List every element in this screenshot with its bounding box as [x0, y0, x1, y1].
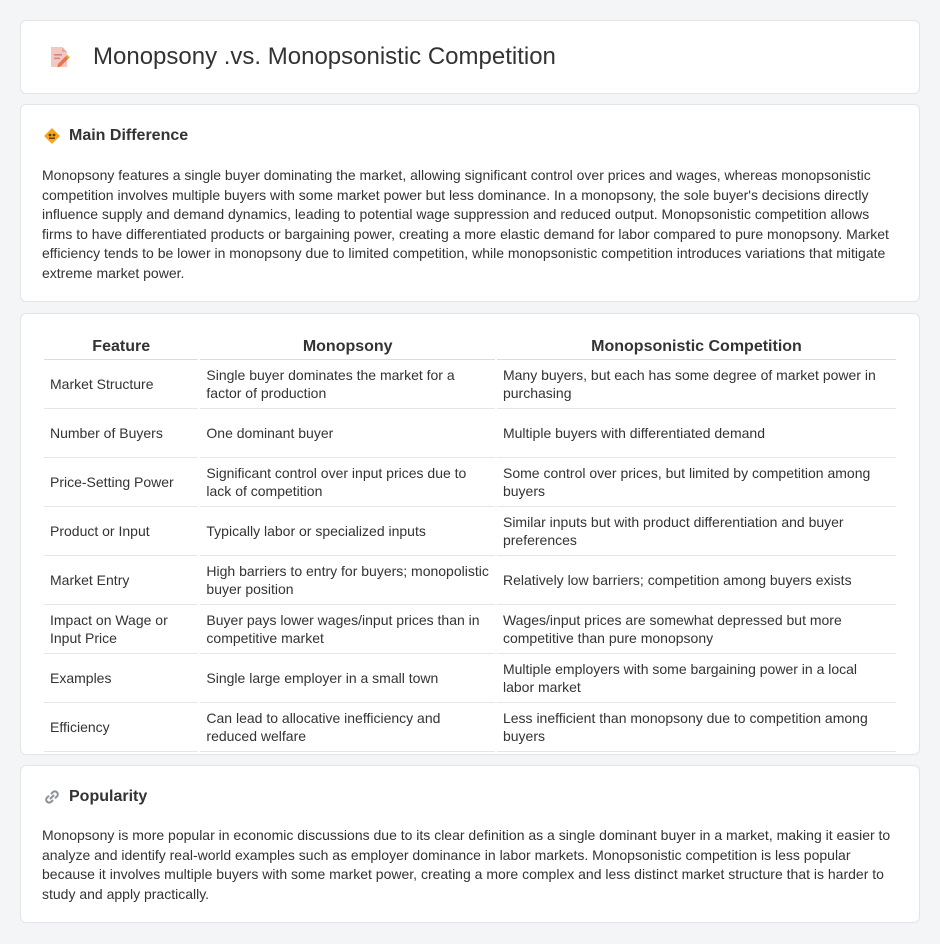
popularity-title: Popularity	[69, 788, 148, 805]
table-row	[44, 605, 896, 654]
row-monopsonistic: Less inefficient than monopsony due to competition among buyers	[497, 703, 896, 752]
table-row	[44, 654, 896, 703]
row-feature: Impact on Wage or Input Price	[44, 605, 198, 654]
title-card	[20, 20, 920, 94]
row-monopsony: High barriers to entry for buyers; monopolistic buyer position	[200, 556, 495, 605]
table-row	[44, 507, 896, 556]
row-feature: Market Structure	[44, 360, 198, 409]
table-row	[44, 409, 896, 458]
row-monopsonistic: Many buyers, but each has some degree of market power in purchasing	[497, 360, 896, 409]
header-feature: Feature	[44, 336, 198, 360]
comparison-table	[42, 336, 898, 752]
row-monopsony: Buyer pays lower wages/input prices than in competitive market	[200, 605, 495, 654]
row-monopsonistic: Relatively low barriers; competition among buyers exists	[497, 556, 896, 605]
comparison-card	[20, 313, 920, 755]
main-difference-text: Monopsony features a single buyer dominating the market, allowing significant control over prices and wages, whereas monopsonistic competition involves multiple buyers with some market power but less dominance. In a monopsony, the sole buyer's decisions directly influence supply and demand dynamics, leading to potential wage suppression and reduced output. Monopsonistic competition allows firms to have differentiated products or bargaining power, creating a more elastic demand for labor compared to pure monopsony. Market efficiency tends to be lower in monopsony due to limited competition, while monopsonistic competition introduces variations that mitigate extreme market power.	[42, 167, 889, 281]
table-row	[44, 556, 896, 605]
table-row	[44, 703, 896, 752]
row-monopsony: Single buyer dominates the market for a factor of production	[200, 360, 495, 409]
main-difference-card	[20, 104, 920, 302]
header-monopsony: Monopsony	[200, 336, 495, 360]
row-monopsonistic: Similar inputs but with product differentiation and buyer preferences	[497, 507, 896, 556]
main-difference-title: Main Difference	[69, 127, 189, 144]
row-monopsonistic: Multiple employers with some bargaining power in a local labor market	[497, 654, 896, 703]
document-edit-icon	[47, 45, 71, 69]
table-row	[44, 458, 896, 507]
table-header-row	[44, 336, 896, 360]
row-monopsony: Typically labor or specialized inputs	[200, 507, 495, 556]
popularity-text: Monopsony is more popular in economic discussions due to its clear definition as a single dominant buyer in a market, making it easier to analyze and identify real-world examples such as employer dominance in labor markets. Monopsonistic competition is less popular because it involves multiple buyers with some market power, creating a more complex and less distinct market structure that is harder to study and apply practically.	[42, 827, 891, 902]
row-monopsony: Significant control over input prices due to lack of competition	[200, 458, 495, 507]
row-monopsonistic: Multiple buyers with differentiated demand	[497, 409, 896, 458]
row-monopsony: One dominant buyer	[200, 409, 495, 458]
row-monopsony: Can lead to allocative inefficiency and reduced welfare	[200, 703, 495, 752]
row-feature: Product or Input	[44, 507, 198, 556]
row-feature: Efficiency	[44, 703, 198, 752]
row-feature: Market Entry	[44, 556, 198, 605]
row-monopsony: Single large employer in a small town	[200, 654, 495, 703]
popularity-card	[20, 765, 920, 923]
diamond-sign-icon	[43, 127, 61, 145]
row-feature: Number of Buyers	[44, 409, 198, 458]
header-monopsonistic: Monopsonistic Competition	[497, 336, 896, 360]
row-monopsonistic: Some control over prices, but limited by competition among buyers	[497, 458, 896, 507]
page-title: Monopsony .vs. Monopsonistic Competition	[93, 43, 556, 70]
table-row	[44, 360, 896, 409]
row-monopsonistic: Wages/input prices are somewhat depressed but more competitive than pure monopsony	[497, 605, 896, 654]
link-icon	[43, 788, 61, 806]
row-feature: Price-Setting Power	[44, 458, 198, 507]
row-feature: Examples	[44, 654, 198, 703]
